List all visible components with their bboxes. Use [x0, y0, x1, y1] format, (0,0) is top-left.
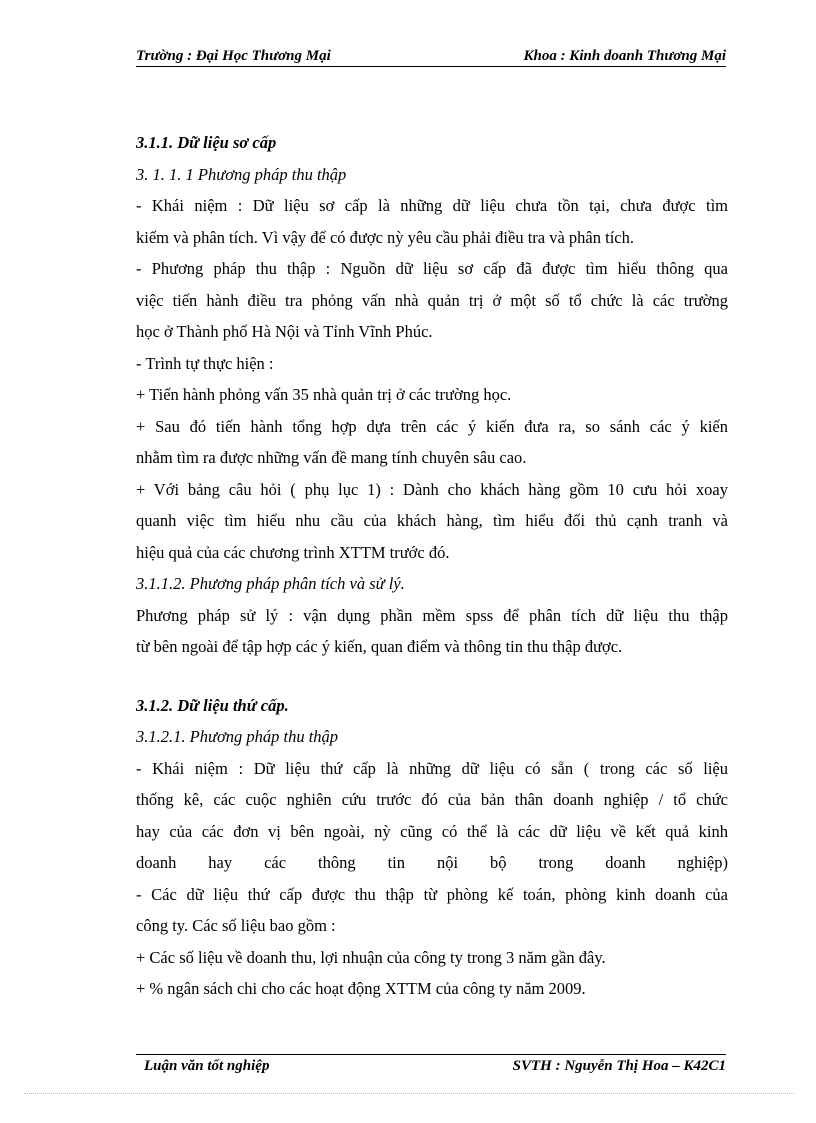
paragraph-line: + Với bảng câu hỏi ( phụ lục 1) : Dành cho khách hàng gồm 10 cưu hỏi xoay — [136, 479, 728, 499]
header-faculty: Khoa : Kinh doanh Thương Mại — [523, 48, 726, 64]
section-heading-3-1-2: 3.1.2. Dữ liệu thứ cấp. — [136, 695, 289, 715]
page-bottom-dotted-rule — [24, 1093, 794, 1094]
paragraph-line: hiệu quả của các chương trình XTTM trước đó. — [136, 542, 450, 562]
header-divider — [136, 66, 726, 67]
footer-thesis-label: Luận văn tốt nghiệp — [144, 1058, 270, 1074]
paragraph-line: từ bên ngoài để tập hợp các ý kiến, quan điểm và thông tin thu thập được. — [136, 637, 623, 656]
paragraph-line: hay của các đơn vị bên ngoài, nỳ cũng có thể là các dữ liệu về kết quả kinh — [136, 821, 728, 841]
document-body — [136, 127, 728, 1005]
paragraph-line: - Các dữ liệu thứ cấp được thu thập từ phòng kế toán, phòng kinh doanh của — [136, 884, 728, 904]
paragraph-line: - Phương pháp thu thập : Nguồn dữ liệu sơ cấp đã được tìm hiểu thông qua — [136, 259, 728, 278]
subsection-heading-3-1-2-1: 3.1.2.1. Phương pháp thu thập — [136, 727, 339, 746]
paragraph-line: công ty. Các số liệu bao gồm : — [136, 916, 336, 935]
paragraph-line: doanh hay các thông tin nội bộ trong doanh nghiệp) — [136, 853, 728, 872]
paragraph-line: Phương pháp sử lý : vận dụng phần mềm spss để phân tích dữ liệu thu thập — [136, 605, 728, 625]
paragraph-line: kiếm và phân tích. Vì vậy để có được nỳ yêu cầu phải điều tra và phân tích. — [136, 227, 634, 247]
subsection-heading-3-1-1-1: 3. 1. 1. 1 Phương pháp thu thập — [136, 164, 347, 184]
paragraph-line: quanh việc tìm hiểu nhu cầu của khách hàng, tìm hiểu đối thủ cạnh tranh và — [136, 511, 728, 530]
paragraph-line: + Các số liệu về doanh thu, lợi nhuận của công ty trong 3 năm gần đây. — [136, 947, 606, 967]
paragraph-line: việc tiến hành điều tra phỏng vấn nhà quản trị ở một số tổ chức là các trường — [136, 290, 728, 310]
paragraph-line: thống kê, các cuộc nghiên cứu trước đó của bản thân doanh nghiệp / tổ chức — [136, 790, 728, 809]
page-header — [136, 48, 726, 68]
paragraph-line: - Khái niệm : Dữ liệu thứ cấp là những dữ liệu có sẵn ( trong các số liệu — [136, 758, 728, 778]
paragraph-line: nhằm tìm ra được những vấn đề mang tính chuyên sâu cao. — [136, 448, 527, 467]
paragraph-line: - Khái niệm : Dữ liệu sơ cấp là những dữ liệu chưa tồn tại, chưa được tìm — [136, 196, 728, 215]
paragraph-gap — [136, 663, 728, 690]
header-school: Trường : Đại Học Thương Mại — [136, 48, 331, 64]
footer-author: SVTH : Nguyễn Thị Hoa – K42C1 — [512, 1058, 726, 1074]
page-footer — [136, 1058, 726, 1078]
paragraph-line: - Trình tự thực hiện : — [136, 353, 274, 373]
footer-divider — [136, 1054, 726, 1055]
paragraph-line: + % ngân sách chi cho các hoạt động XTTM của công ty năm 2009. — [136, 979, 586, 998]
subsection-heading-3-1-1-2: 3.1.1.2. Phương pháp phân tích và sử lý. — [136, 574, 405, 593]
paragraph-line: + Tiến hành phỏng vấn 35 nhà quản trị ở các trường học. — [136, 385, 512, 404]
paragraph-line: học ở Thành phố Hà Nội và Tỉnh Vĩnh Phúc. — [136, 322, 433, 341]
paragraph-line: + Sau đó tiến hành tổng hợp dựa trên các ý kiến đưa ra, so sánh các ý kiến — [136, 416, 728, 436]
section-heading-3-1-1: 3.1.1. Dữ liệu sơ cấp — [136, 133, 277, 152]
